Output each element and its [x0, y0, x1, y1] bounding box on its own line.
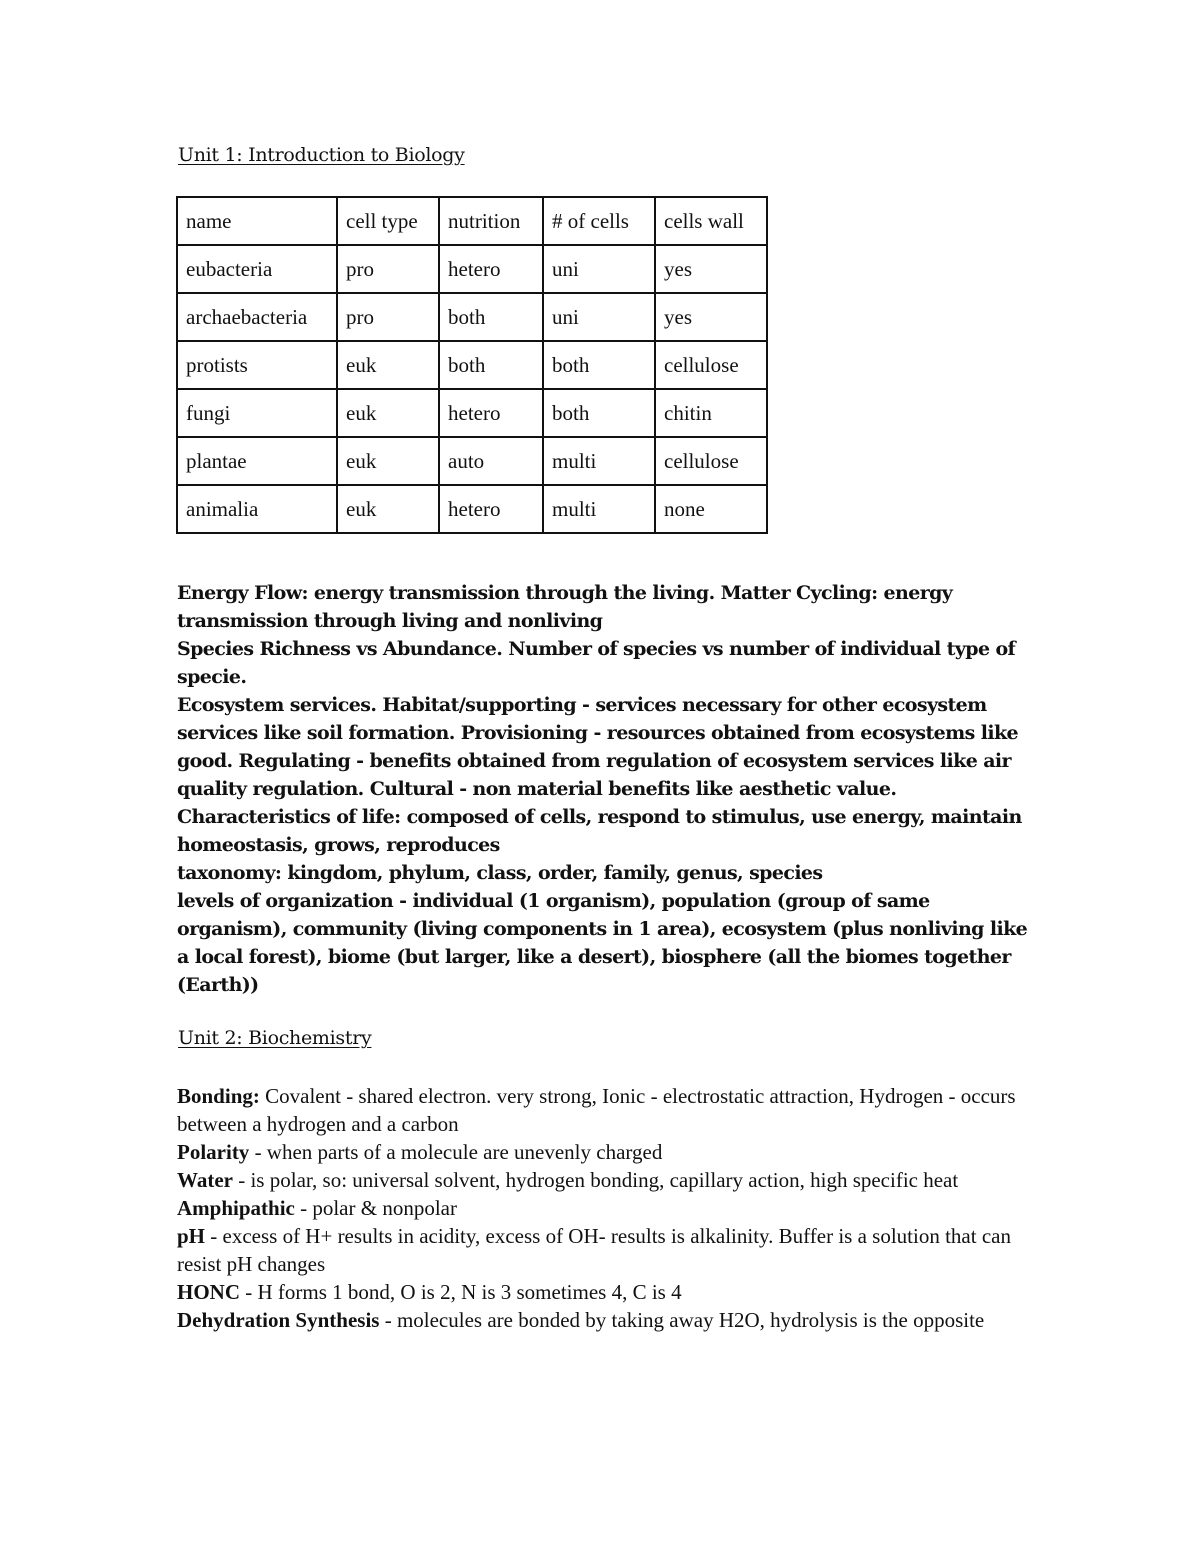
- note-text: kingdom, phylum, class, order, family, genus, species: [281, 862, 823, 884]
- table-cell: both: [439, 341, 543, 389]
- note-term: Bonding:: [177, 1084, 260, 1108]
- table-cell: uni: [543, 293, 655, 341]
- table-cell: both: [439, 293, 543, 341]
- table-cell: protists: [177, 341, 337, 389]
- note-levels-of-organization: [177, 887, 1037, 999]
- note-term: Water: [177, 1168, 233, 1192]
- table-cell: cellulose: [655, 341, 767, 389]
- note-characteristics-of-life: [177, 803, 1037, 859]
- kingdom-table: [176, 196, 768, 534]
- note-ph: [177, 1222, 1037, 1278]
- note-bonding: [177, 1082, 1037, 1138]
- unit-2-notes: [177, 1082, 1037, 1334]
- table-cell: uni: [543, 245, 655, 293]
- table-cell: chitin: [655, 389, 767, 437]
- table-row: [177, 245, 767, 293]
- table-cell: pro: [337, 293, 439, 341]
- note-term: Ecosystem services.: [177, 694, 377, 716]
- unit-1-heading: Unit 1: Introduction to Biology: [178, 144, 465, 166]
- table-cell: hetero: [439, 245, 543, 293]
- note-taxonomy: [177, 859, 1037, 887]
- header-cell: name: [177, 197, 337, 245]
- table-cell: cellulose: [655, 437, 767, 485]
- note-term: levels of organization: [177, 890, 394, 912]
- note-term: Amphipathic: [177, 1196, 295, 1220]
- note-text: - H forms 1 bond, O is 2, N is 3 sometimes 4, C is 4: [240, 1280, 682, 1304]
- table-cell: yes: [655, 245, 767, 293]
- note-text: - when parts of a molecule are unevenly charged: [249, 1140, 663, 1164]
- note-dehydration-synthesis: [177, 1306, 1037, 1334]
- header-cell: cells wall: [655, 197, 767, 245]
- table-cell: yes: [655, 293, 767, 341]
- note-term: pH: [177, 1224, 206, 1248]
- table-cell: fungi: [177, 389, 337, 437]
- table-row: [177, 293, 767, 341]
- table-cell: euk: [337, 437, 439, 485]
- table-cell: plantae: [177, 437, 337, 485]
- header-cell: # of cells: [543, 197, 655, 245]
- note-energy-flow: [177, 579, 1037, 635]
- note-polarity: [177, 1138, 1037, 1166]
- note-text: - molecules are bonded by taking away H2O, hydrolysis is the opposite: [379, 1308, 985, 1332]
- note-amphipathic: [177, 1194, 1037, 1222]
- table-cell: pro: [337, 245, 439, 293]
- note-honc: [177, 1278, 1037, 1306]
- note-text: - excess of H+ results in acidity, excess of OH- results is alkalinity. Buffer is a solution that can resist pH changes: [177, 1224, 1011, 1276]
- note-text: Covalent - shared electron. very strong, Ionic - electrostatic attraction, Hydrogen - occurs between a hydrogen and a carbon: [177, 1084, 1016, 1136]
- table-row: [177, 437, 767, 485]
- note-term: Polarity: [177, 1140, 250, 1164]
- note-water: [177, 1166, 1037, 1194]
- table-cell: multi: [543, 437, 655, 485]
- table-cell: hetero: [439, 389, 543, 437]
- table-cell: euk: [337, 485, 439, 533]
- table-row: [177, 389, 767, 437]
- note-term: Dehydration Synthesis: [177, 1308, 380, 1332]
- table-cell: euk: [337, 389, 439, 437]
- note-term: HONC: [177, 1280, 240, 1304]
- table-cell: euk: [337, 341, 439, 389]
- table-cell: archaebacteria: [177, 293, 337, 341]
- table-header-row: [177, 197, 767, 245]
- note-text: Habitat/supporting - services necessary for other ecosystem services like soil formation. Provisioning - resources obtained from ecosystems like good. Regulating - benefits obtained from regulation of ecosystem services like air quality regulation. Cultural - non material benefits like aesthetic value.: [177, 694, 1019, 800]
- note-text: - is polar, so: universal solvent, hydrogen bonding, capillary action, high specific heat: [232, 1168, 959, 1192]
- note-text: Species Richness vs Abundance. Number of species vs number of individual type of specie.: [177, 638, 1016, 688]
- table-row: [177, 341, 767, 389]
- unit-2-heading: Unit 2: Biochemistry: [178, 1027, 372, 1049]
- header-cell: cell type: [337, 197, 439, 245]
- table-cell: both: [543, 389, 655, 437]
- unit-1-notes: [177, 579, 1037, 999]
- table-cell: both: [543, 341, 655, 389]
- table-cell: animalia: [177, 485, 337, 533]
- note-term: Energy Flow:: [177, 582, 308, 604]
- table-cell: hetero: [439, 485, 543, 533]
- note-text: - polar & nonpolar: [294, 1196, 457, 1220]
- table-row: [177, 485, 767, 533]
- table-cell: auto: [439, 437, 543, 485]
- note-ecosystem-services: [177, 691, 1037, 803]
- table-cell: none: [655, 485, 767, 533]
- note-species-richness: [177, 635, 1037, 691]
- note-text: composed of cells, respond to stimulus, use energy, maintain homeostasis, grows, reproduces: [177, 806, 1022, 856]
- table-cell: multi: [543, 485, 655, 533]
- note-text: energy transmission through the living. Matter Cycling: energy transmission through living and nonliving: [177, 582, 953, 632]
- note-term: Characteristics of life:: [177, 806, 401, 828]
- header-cell: nutrition: [439, 197, 543, 245]
- table-cell: eubacteria: [177, 245, 337, 293]
- note-text: - individual (1 organism), population (group of same organism), community (living components in 1 area), ecosystem (plus nonliving like a local forest), biome (but larger, like a desert), biosphere (all the biomes together (Earth)): [177, 890, 1028, 996]
- note-term: taxonomy:: [177, 862, 282, 884]
